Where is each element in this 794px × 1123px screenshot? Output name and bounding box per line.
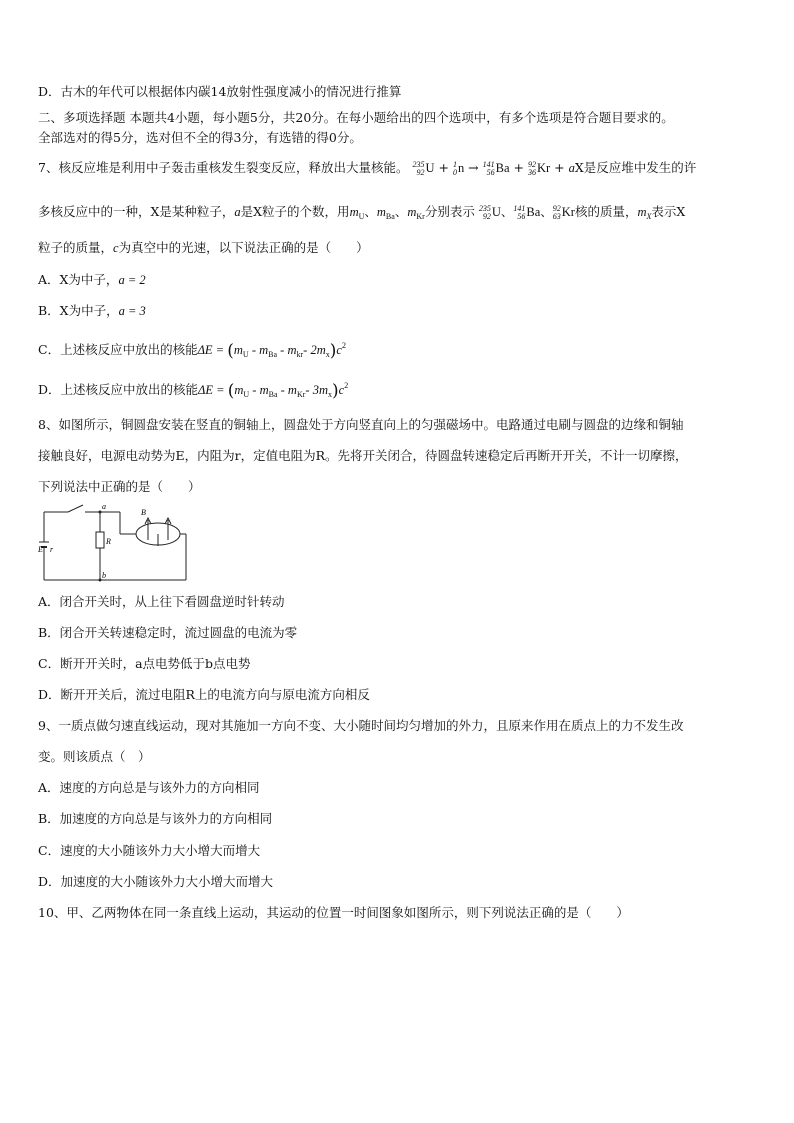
q8-line3: 下列说法中正确的是（ ） (38, 479, 201, 494)
label-r: r (50, 545, 54, 554)
q9-option-b: B．加速度的方向总是与该外力的方向相同 (38, 811, 273, 826)
q7-option-d: D．上述核反应中放出的核能$\Delta E = (m_U - m_{Ba} - m_{Kr}-$ $3m_x)c^2$ (38, 381, 349, 401)
nuclide-ba141-b: 141 56 Ba (513, 204, 541, 222)
nuclide-kr92-b: 92 63 Kr (552, 204, 575, 222)
q8-option-a: A．闭合开关时，从上往下看圆盘逆时针转动 (38, 594, 285, 609)
q7-line3: 粒子的质量，c为真空中的光速，以下说法正确的是（ ） (38, 240, 369, 255)
q7-option-b: B．X为中子，a = 3 (38, 303, 146, 318)
label-a: a (102, 502, 106, 511)
label-R: R (106, 537, 111, 546)
q7-option-c: C．上述核反应中放出的核能$\Delta E = (m_U - m_{Ba} - m_{kr}-$ $2m_x)c^2$ (38, 341, 346, 361)
label-E: E (38, 545, 43, 554)
nuclide-ba141: 141 56 Ba (482, 160, 510, 178)
q9-option-c: C．速度的大小随该外力大小增大而增大 (38, 843, 261, 858)
nuclide-u235: 235 92 U (412, 160, 435, 178)
nuclide-kr92: 92 36 Kr (527, 160, 551, 178)
q10-line1: 10、甲、乙两物体在同一条直线上运动，其运动的位置一时间图象如图所示，则下列说法正确的是（ ） (38, 905, 629, 920)
label-b: b (102, 571, 106, 580)
q9-line2: 变。则该质点（ ） (38, 749, 151, 764)
q7-option-a: A．X为中子，a = 2 (38, 272, 146, 287)
q9-line1: 9、一质点做匀速直线运动，现对其施加一方向不变、大小随时间均匀增加的外力，且原来作用在质点上的力不发生改 (38, 718, 684, 733)
q8-option-b: B．闭合开关转速稳定时，流过圆盘的电流为零 (38, 625, 298, 640)
q8-option-c: C．断开开关时，a点电势低于b点电势 (38, 656, 251, 671)
nuclide-u235-b: 235 92 U (478, 204, 501, 222)
q9-option-a: A．速度的方向总是与该外力的方向相同 (38, 780, 260, 795)
q8-line2: 接触良好，电源电动势为E，内阻为r，定值电阻为R。先将开关闭合，待圆盘转速稳定后再断开开关，不计一切摩擦， (38, 448, 688, 463)
q7-line2: 多核反应中的一种，X是某种粒子，a是X粒子的个数，用$m_U$、$m_{Ba}$、$m_{Kr}$分别表示 235 92 U、 141 56 Ba、 92 63 Kr核的质量，$m_X$表示X (38, 204, 686, 222)
q7-line1: 7、核反应堆是利用中子轰击重核发生裂变反应，释放出大量核能。 235 92 U + 1 0 n → 141 56 Ba + 92 36 Kr + aX是反应堆中发生的许 (38, 160, 697, 178)
nuclide-neutron: 1 0 n (452, 160, 465, 178)
q6-option-d: D．古木的年代可以根据体内碳14放射性强度减小的情况进行推算 (38, 84, 402, 99)
q9-option-d: D．加速度的大小随该外力大小增大而增大 (38, 874, 274, 889)
section2-heading: 二、多项选择题 本题共4小题，每小题5分，共20分。在每小题给出的四个选项中，有多个选项是符合题目要求的。 (38, 110, 674, 125)
q8-option-d: D．断开开关后，流过电阻R上的电流方向与原电流方向相反 (38, 687, 370, 702)
q8-line1: 8、如图所示，铜圆盘安装在竖直的铜轴上，圆盘处于方向竖直向上的匀强磁场中。电路通过电刷与圆盘的边缘和铜轴 (38, 417, 684, 432)
circuit-diagram (38, 500, 198, 586)
section2-scoring: 全部选对的得5分，选对但不全的得3分，有选错的得0分。 (38, 130, 362, 145)
label-B: B (141, 508, 146, 517)
